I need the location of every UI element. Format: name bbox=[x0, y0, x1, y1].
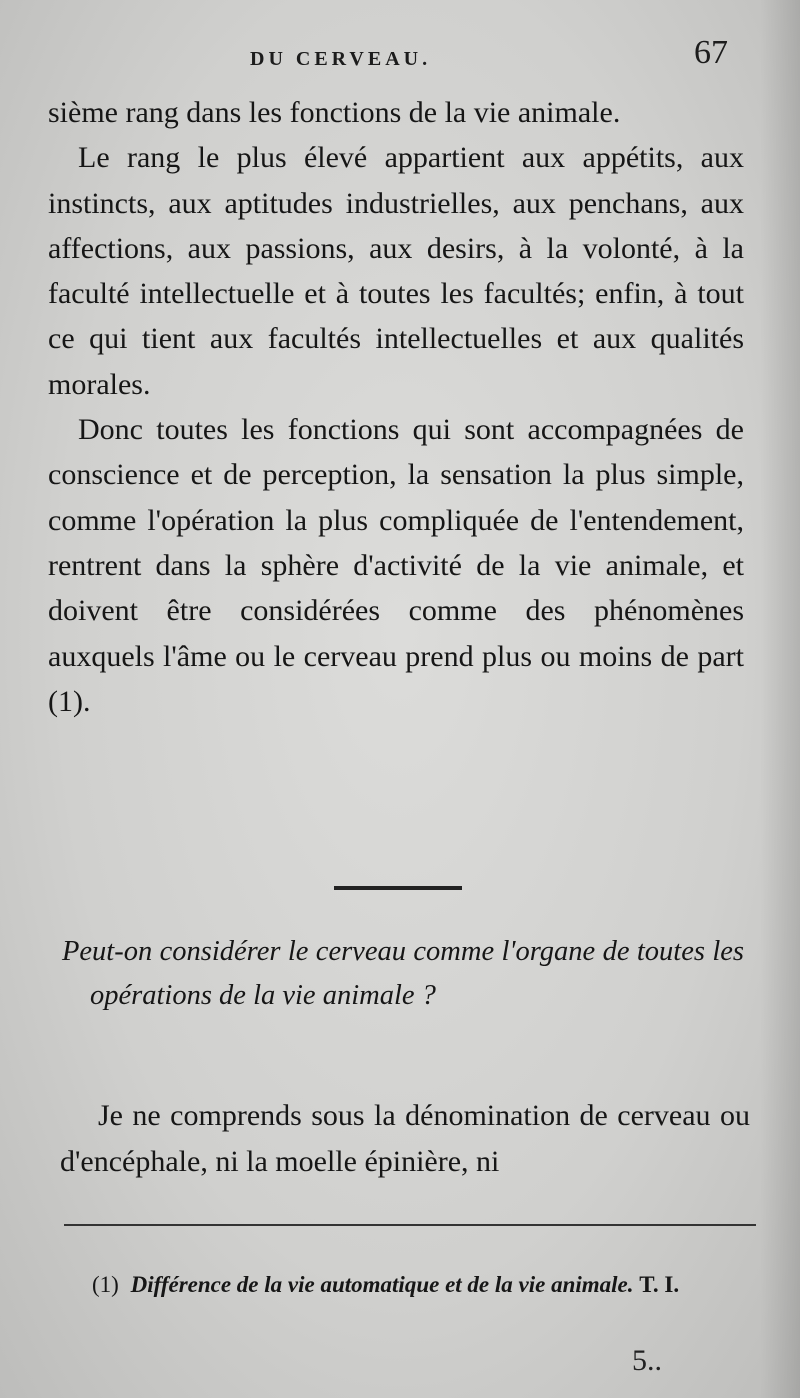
section-question-heading: Peut-on considérer le cerveau comme l'organe de toutes les opérations de la vie animale ? bbox=[62, 936, 744, 1011]
page-edge-shadow bbox=[760, 0, 800, 1398]
paragraph: Je ne comprends sous la dénomination de cerveau ou d'encéphale, ni la moelle épinière, ni bbox=[60, 1099, 750, 1178]
footnote-title: Différence de la vie automatique et de la vie animale. bbox=[130, 1272, 634, 1297]
paragraph: Le rang le plus élevé appartient aux appétits, aux instincts, aux aptitudes industrielles, aux penchans, aux affections, aux passions, aux desirs, à la volonté, à la faculté intellectuelle et à toutes les facultés; enfin, à tout ce qui tient aux facultés intellectuelles et aux qualités morales. bbox=[48, 141, 744, 401]
paragraph: Donc toutes les fonctions qui sont accompagnées de conscience et de perception, la sensation la plus simple, comme l'opération la plus compliquée de l'entendement, rentrent dans la sphère d'activité de la vie animale, et doivent être considérées comme des phénomènes auxquels l'âme ou le cerveau prend plus ou moins de part (1). bbox=[48, 413, 744, 718]
page-number: 67 bbox=[694, 34, 728, 71]
paragraph-continuation: sième rang dans les fonctions de la vie animale. bbox=[48, 96, 621, 129]
section-divider bbox=[334, 886, 462, 890]
footnote-marker: (1) bbox=[92, 1272, 119, 1297]
main-text bbox=[48, 90, 744, 724]
running-head: DU CERVEAU. bbox=[250, 48, 432, 70]
footnote-rule bbox=[64, 1224, 756, 1226]
signature-mark: 5.. bbox=[632, 1344, 662, 1377]
footnote-reference: T. I. bbox=[639, 1272, 680, 1297]
main-text-continued bbox=[60, 1093, 750, 1185]
footnote bbox=[62, 1266, 752, 1303]
